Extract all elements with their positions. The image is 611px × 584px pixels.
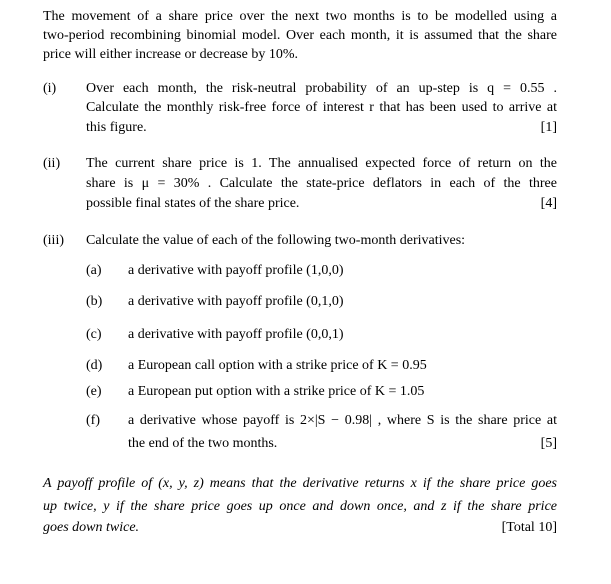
- question-i-line-1: Over each month, the risk-neutral probability of an up-step is q = 0.55 .: [86, 81, 557, 96]
- item-label-c: (c): [86, 327, 102, 342]
- item-text-d: a European call option with a strike price of K = 0.95: [128, 358, 427, 373]
- item-label-e: (e): [86, 384, 102, 399]
- question-i-marks: [1]: [540, 120, 557, 135]
- question-ii-line-3: possible final states of the share price.: [86, 196, 300, 211]
- footer-line-1: A payoff profile of (x, y, z) means that the derivative returns x if the share price goes: [43, 476, 557, 491]
- intro-line-3: price will either increase or decrease by 10%.: [43, 47, 298, 62]
- question-iii-number: (iii): [43, 233, 64, 248]
- total-marks: [Total 10]: [501, 520, 557, 535]
- item-text-a: a derivative with payoff profile (1,0,0): [128, 263, 344, 278]
- item-label-d: (d): [86, 358, 103, 373]
- item-text-c: a derivative with payoff profile (0,0,1): [128, 327, 344, 342]
- item-text-f: a derivative whose payoff is 2×|S − 0.98| , where S is the share price at: [128, 413, 557, 428]
- intro-line-1: The movement of a share price over the next two months is to be modelled using a: [43, 9, 557, 24]
- question-ii-line-1: The current share price is 1. The annualised expected force of return on the: [86, 156, 557, 171]
- question-i-line-2: Calculate the monthly risk-free force of interest r that has been used to arrive at: [86, 100, 557, 115]
- footer-line-2: up twice, y if the share price goes up once and down once, and z if the share price: [43, 499, 557, 514]
- item-label-f: (f): [86, 413, 100, 428]
- footer-line-3: goes down twice.: [43, 520, 140, 535]
- item-label-a: (a): [86, 263, 102, 278]
- item-label-b: (b): [86, 294, 103, 309]
- question-iii-marks: [5]: [540, 436, 557, 451]
- question-iii-intro: Calculate the value of each of the following two-month derivatives:: [86, 233, 466, 248]
- item-text-e: a European put option with a strike price of K = 1.05: [128, 384, 425, 399]
- question-i-line-3: this figure.: [86, 120, 147, 135]
- question-i-number: (i): [43, 81, 57, 96]
- item-text-b: a derivative with payoff profile (0,1,0): [128, 294, 344, 309]
- intro-line-2: two-period recombining binomial model. Over each month, it is assumed that the share: [43, 28, 557, 43]
- question-ii-marks: [4]: [540, 196, 557, 211]
- question-ii-number: (ii): [43, 156, 61, 171]
- question-ii-line-2: share is μ = 30% . Calculate the state-price deflators in each of the three: [86, 176, 557, 191]
- item-text-f-line-2: the end of the two months.: [128, 436, 278, 451]
